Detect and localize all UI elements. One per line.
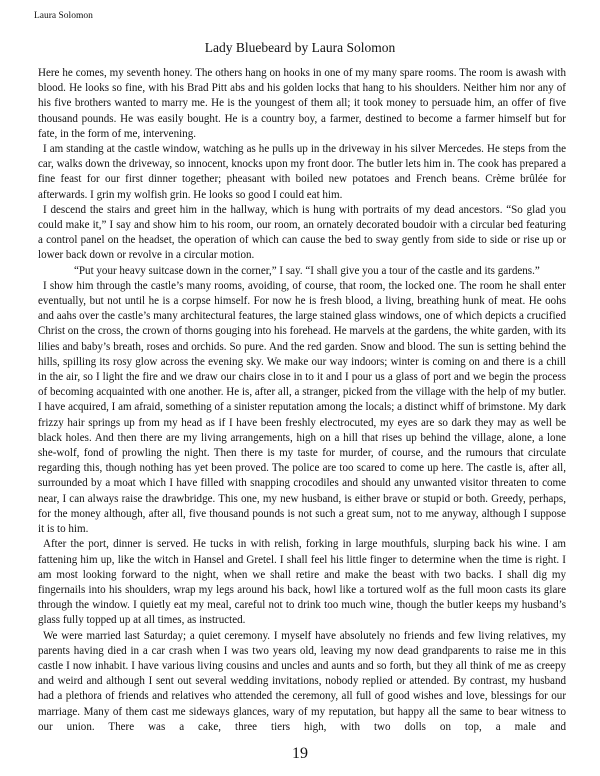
paragraph: I am standing at the castle window, watching as he pulls up in the driveway in his silver Mercedes. He steps from the car, walks down the driveway, so innocent, knocks upon my front door. The butler lets him in. The cook has prepared a fine feast for our first dinner together; pheasant with boiled new potatoes and French beans. Crème brûlée for afterwards. I grin my wolfish grin. He looks so good I could eat him. [38, 143, 566, 201]
paragraph: Here he comes, my seventh honey. The others hang on hooks in one of my many spare rooms. The room is awash with blood. He looks so fine, with his Brad Pitt abs and his golden locks that hang to his shoulders. Neither him nor any of his five brothers wanted to marry me. He is the youngest of them all; it took money to persuade him, an offer of five thousand pounds. He was easily bought. He is a country boy, a farmer, destined to become a farmer himself but for fate, in the form of me, intervening. [38, 67, 566, 140]
paragraph: “Put your heavy suitcase down in the corner,” I say. “I shall give you a tour of the castle and its gardens.” [74, 264, 540, 277]
paragraph: We were married last Saturday; a quiet ceremony. I myself have absolutely no friends and few living relatives, my parents having died in a car crash when I was two years old, leaving my now dead grandparents to raise me in this castle I now inhabit. I have various living cousins and uncles and aunts and so forth, but they all think of me as creepy and weird and although I sent out several wedding invitations, nobody replied or attended. By contrast, my husband had a plethora of friends and relatives who attended the ceremony, all full of good wishes and love, blessings for our marriage. Many of them cast me sideways glances, wary of my reputation, but happy all the same to bear witness to our union. There was a cake, three tiers high, with two dolls on top, a male and [38, 629, 566, 733]
page-number: 19 [292, 745, 308, 762]
story-body [38, 66, 566, 735]
paragraph: After the port, dinner is served. He tucks in with relish, forking in large mouthfuls, slurping back his wine. I am fattening him up, like the witch in Hansel and Gretel. I shall feel his little finger to determine when the time is right. I am most looking forward to the night, when we shall retire and make the beast with two backs. I shall dig my fingernails into his shoulders, wrap my legs around his back, howl like a tortured wolf as the full moon casts its glare through the window. I quietly eat my meal, careful not to drink too much wine, though the butler keeps my husband’s glass fully topped up at all times, as instructed. [38, 538, 566, 627]
paragraph: I descend the stairs and greet him in the hallway, which is hung with portraits of my dead ancestors. “So glad you could make it,” I say and show him to his room, our room, an ornately decorated boudoir with a circular bed featuring a control panel on the headset, the operation of which can cause the bed to sway gently from side to side or rise up or lower back down or revolve in a circular motion. [38, 203, 566, 262]
paragraph: I show him through the castle’s many rooms, avoiding, of course, that room, the locked one. The room he shall enter eventually, but not until he is a corpse himself. For now he is fresh blood, a living, breathing hunk of meat. He oohs and aahs over the castle’s many architectural features, the large stained glass windows, one of which depicts a crucified Christ on the cross, the crown of thorns gouging into his forehead. He marvels at the gardens, the white garden, with its lilies and baby’s breath, roses and orchids. So pure. And the red garden. Snow and blood. The sun is setting behind the hills, spilling its rosy glow across the evening sky. We make our way indoors; winter is coming on and there is a chill in the air, so I light the fire and we draw our chairs close in to it and I pour us a glass of port and we begin the process of becoming acquainted with one another. He is, after all, a stranger, picked from the village with the help of my butler. I have acquired, I am afraid, something of a sinister reputation among the locals; a distinct whiff of brimstone. My dark frizzy hair springs up from my head as if I have been freshly electrocuted, my eyes are so dark they may as well be black holes. And then there are my living arrangements, high on a hill that rises up behind the village, alone, a lone she-wolf, fond of prowling the night. Then there is my taste for murder, of course, and the rumours that circulate regarding this, though nothing has yet been proved. The police are too scared to come up here. The castle is, after all, surrounded by a moat which I have filled with snapping crocodiles and should any unwanted visitor threaten to come near, I can always raise the drawbridge. This one, my new husband, is either brave or stupid or both. Greedy, perhaps, for the money although, after all, five thousand pounds is not such a great sum, not to me anyway, although I suppose it is to him. [38, 279, 566, 536]
story-title: Lady Bluebeard by Laura Solomon [204, 40, 396, 55]
running-head-author: Laura Solomon [34, 11, 93, 21]
